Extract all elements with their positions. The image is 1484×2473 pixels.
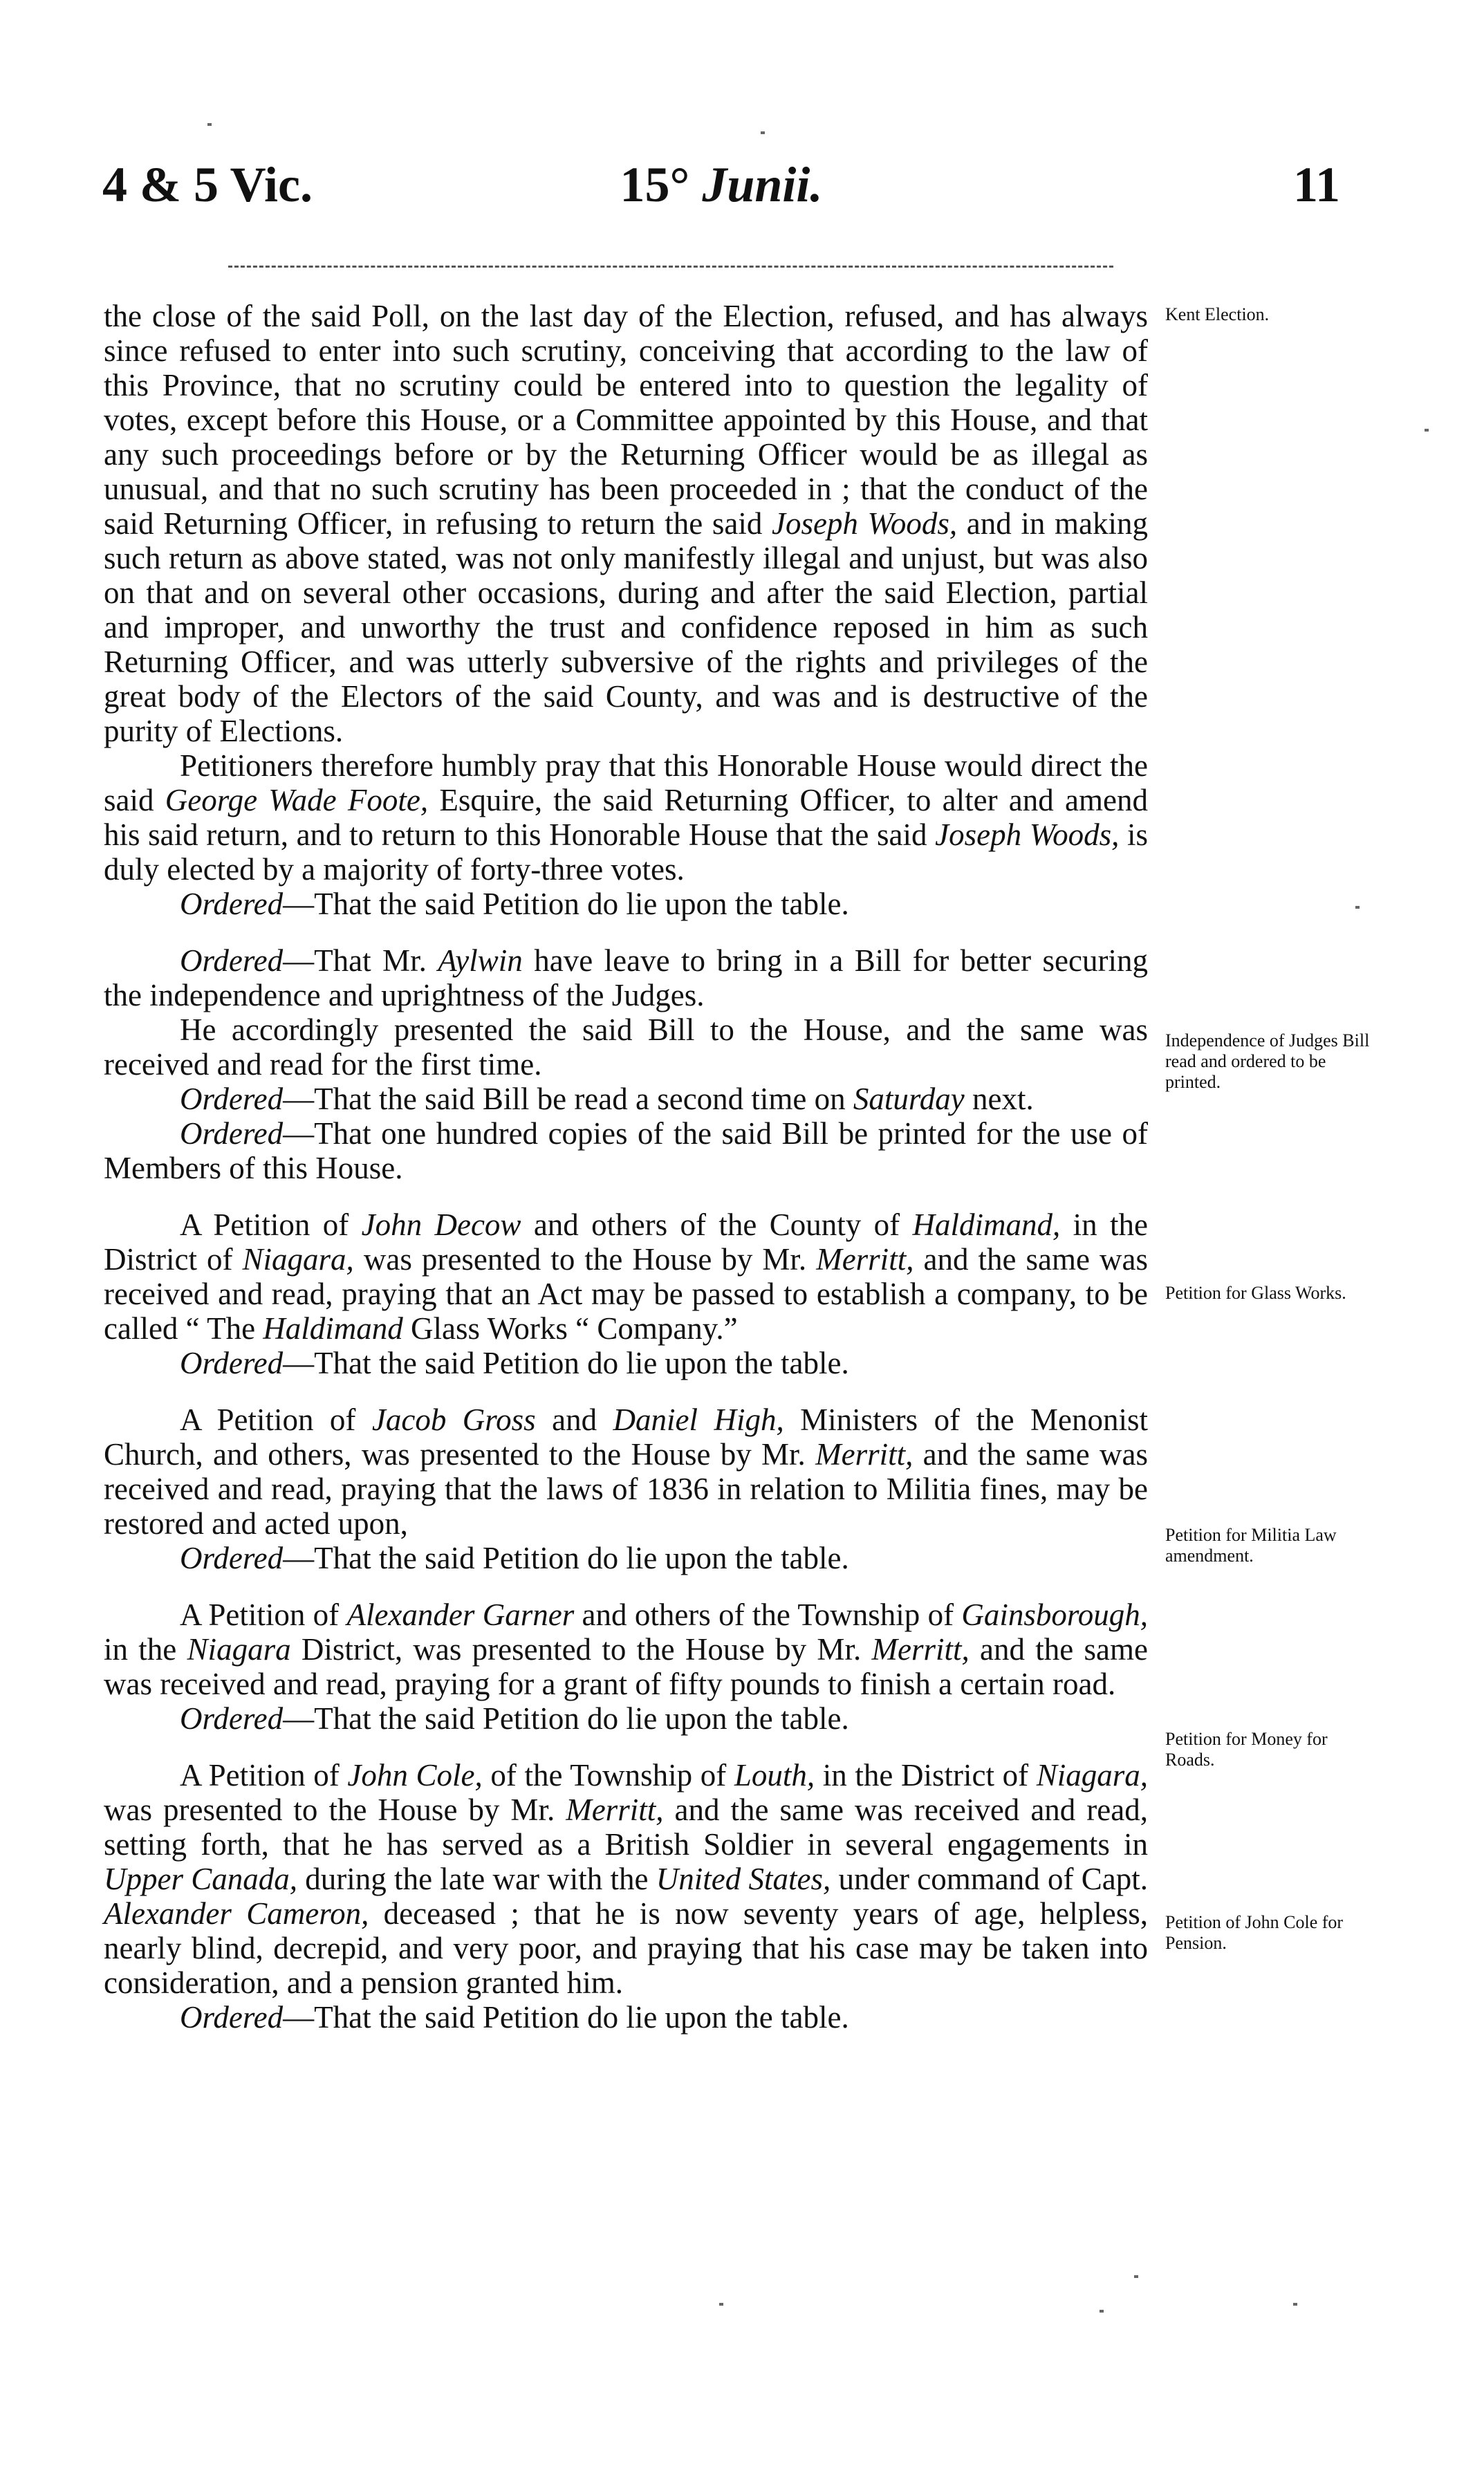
paragraph: He accordingly presented the said Bill to the House, and the same was received and read for the first time. (104, 1012, 1148, 1082)
print-speck (1355, 906, 1360, 909)
margin-note-cole-pension: Petition of John Cole for Pension. (1165, 1912, 1344, 1953)
main-text (104, 299, 1148, 2057)
order-line: Ordered—That the said Petition do lie upon the table. (180, 2000, 849, 2035)
print-speck (207, 123, 212, 126)
order-line: Ordered—That the said Petition do lie upon the table. (180, 1701, 849, 1736)
order-line: Ordered—That the said Bill be read a second time on Saturday next. (180, 1082, 1034, 1116)
kent-election-section (104, 299, 1148, 921)
paragraph: A Petition of Jacob Gross and Daniel High, Ministers of the Menonist Church, and others, was presented to the House by Mr. Merritt, and the same was received and read, praying that the laws of 1836 in relation to Militia fines, may be restored and acted upon, (104, 1402, 1148, 1541)
date-label (102, 154, 1340, 216)
print-speck (1100, 2310, 1104, 2313)
order-line: Ordered—That the said Petition do lie upon the table. (180, 1346, 849, 1380)
paragraph: A Petition of John Decow and others of the County of Haldimand, in the District of Niagara, was presented to the House by Mr. Merritt, and the same was received and read, praying that an Act may be passed to establish a company, to be called “ The Haldimand Glass Works “ Company.” (104, 1207, 1148, 1346)
header-rule (228, 266, 1113, 268)
cole-pension-section (104, 1758, 1148, 2035)
margin-note-independence-judges: Independence of Judges Bill read and ordered to be printed. (1165, 1030, 1370, 1092)
paragraph: A Petition of John Cole, of the Township of Louth, in the District of Niagara, was presented to the House by Mr. Merritt, and the same was received and read, setting forth, that he has served as a British Soldier in several engagements in Upper Canada, during the late war with the United States, under command of Capt. Alexander Cameron, deceased ; that he is now seventy years of age, helpless, nearly blind, decrepid, and very poor, and praying that his case may be taken into consideration, and a pension granted him. (104, 1758, 1149, 2000)
order-line: Ordered—That the said Petition do lie upon the table. (180, 887, 849, 921)
running-header (102, 154, 1340, 216)
militia-section (104, 1402, 1148, 1575)
glass-works-section (104, 1207, 1148, 1380)
order-line: Ordered—That the said Petition do lie upon the table. (180, 1541, 849, 1575)
paragraph: the close of the said Poll, on the last day of the Election, refused, and has always since refused to enter into such scrutiny, conceiving that according to the law of this Province, that no scrutiny could be entered into to question the legality of votes, except before this House, or a Committee appointed by this House, and that any such proceedings before or by the Returning Officer would be as illegal as unusual, and that no such scrutiny has been proceeded in ; that the conduct of the said Returning Officer, in refusing to return the said Joseph Woods, and in making such return as above stated, was not only manifestly illegal and unjust, but was also on that and on several other occasions, during and after the said Election, partial and improper, and unworthy the trust and confidence reposed in him as such Returning Officer, and was utterly subversive of the rights and privileges of the great body of the Electors of the said County, and was and is destructive of the purity of Elections. (104, 299, 1148, 748)
session-label: 4 & 5 Vic. (102, 157, 313, 212)
roads-section (104, 1597, 1148, 1736)
margin-note-glass-works: Petition for Glass Works. (1165, 1283, 1346, 1303)
margin-note-roads: Petition for Money for Roads. (1165, 1729, 1328, 1770)
order-line: Ordered—That Mr. Aylwin have leave to bring in a Bill for better securing the independence and uprightness of the Judges. (104, 943, 1148, 1012)
paragraph: A Petition of Alexander Garner and others of the Township of Gainsborough, in the Niagara District, was presented to the House by Mr. Merritt, and the same was received and read, praying for a grant of fifty pounds to finish a certain road. (104, 1597, 1149, 1701)
page-number: 11 (1292, 157, 1340, 212)
print-speck (1134, 2275, 1138, 2278)
judges-bill-section (104, 943, 1148, 1185)
print-speck (1293, 2303, 1297, 2306)
margin-note-militia: Petition for Militia Law amendment. (1165, 1525, 1337, 1566)
date-day: 15° (620, 157, 690, 212)
date-month: Junii. (702, 157, 823, 212)
margin-note-kent-election: Kent Election. (1165, 304, 1270, 324)
order-line: Ordered—That one hundred copies of the said Bill be printed for the use of Members of this House. (104, 1116, 1148, 1185)
paragraph: Petitioners therefore humbly pray that this Honorable House would direct the said George Wade Foote, Esquire, the said Returning Officer, to alter and amend his said return, and to return to this Honorable House that the said Joseph Woods, is duly elected by a majority of forty-three votes. (104, 748, 1149, 887)
print-speck (1425, 429, 1429, 432)
print-speck (719, 2303, 723, 2306)
print-speck (761, 131, 765, 134)
